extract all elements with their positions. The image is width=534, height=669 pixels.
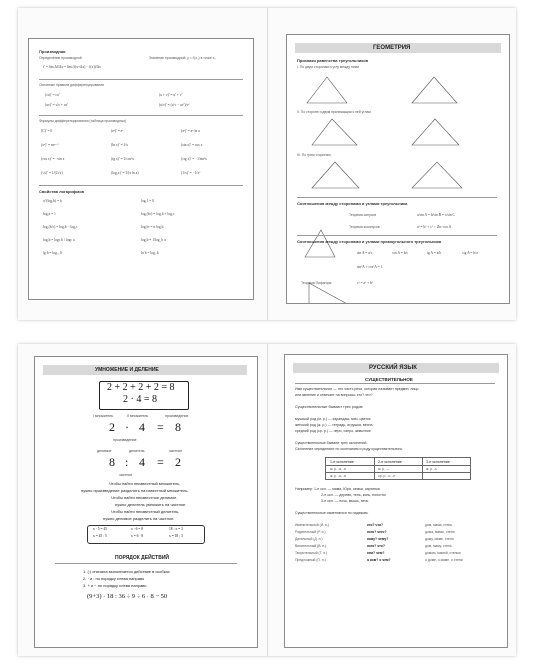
derivative-formula: (logₐx)′ = 1/(x ln a) xyxy=(111,171,139,175)
russian-subtitle: СУЩЕСТВИТЕЛЬНОЕ xyxy=(365,377,413,382)
log-property: logₐb = 1/log_b a xyxy=(141,238,166,242)
bottom-booklet-photo xyxy=(18,344,516,656)
product-label: произведение xyxy=(113,438,137,442)
genders-title: Существительные бывают трех родов: xyxy=(295,405,364,409)
log-property: ln b = logₑ b xyxy=(141,251,159,255)
case-example: дому, маме, степи xyxy=(425,537,454,541)
table-cell: м. р. — xyxy=(378,466,390,471)
gender-line: женский род (ж. р.) — тетрадь, игрушка, весна xyxy=(295,423,373,427)
russian-page xyxy=(284,354,508,648)
right-formula: tg A = a/b xyxy=(427,251,442,255)
geometry-title: ГЕОМЕТРИЯ xyxy=(373,45,411,51)
table-divider xyxy=(326,465,470,466)
right-formula: cos A = b/c xyxy=(392,251,409,255)
div-equals: = xyxy=(157,455,164,469)
rules-title: Основные правила дифференцирования xyxy=(39,83,104,87)
example-line: Например: 1-е скл. — мама, Юра, семья, картинка xyxy=(295,487,380,491)
mul-operand: 2 xyxy=(109,420,115,434)
case-question: о ком? о чем? xyxy=(367,558,391,562)
derivative-formula: (ln x)′ = 1/x xyxy=(111,143,129,147)
rule-line: Чтобы найти неизвестное делимое, xyxy=(111,495,178,500)
log-property: logₐ(b/c) = logₐb − logₐc xyxy=(43,225,78,229)
case-name: Творительный (Т. п.) xyxy=(295,551,328,555)
div-operator: : xyxy=(125,455,129,469)
table-cell: ж. р. -ь xyxy=(426,466,437,471)
order-example: (9+3) · 18 : 36 ÷ 9 ÷ 6 · 8 − 50 xyxy=(87,593,168,600)
booklet-spine xyxy=(267,8,268,320)
case-question: кому? чему? xyxy=(367,537,389,541)
case-example: дома, мамы, степи xyxy=(425,530,455,534)
sines-label: Теорема синусов xyxy=(349,213,377,217)
rule-line: Чтобы найти неизвестный делитель, xyxy=(111,509,180,514)
div-operand: 8 xyxy=(109,455,115,469)
order-rule: 3. + и − по порядку слева направо xyxy=(83,583,147,588)
top-booklet-photo xyxy=(18,8,516,320)
rule-line: нужно делитель умножить на частное. xyxy=(115,502,187,507)
case-name: Предложный (П. п.) xyxy=(295,558,326,562)
relation-title: Соотношения между сторонами и углами треугольника xyxy=(297,201,408,206)
pythagoras-label: Теорема Пифагора xyxy=(301,281,332,285)
table-divider xyxy=(422,458,423,479)
derivatives-page xyxy=(28,38,254,300)
booklet-spine xyxy=(267,344,268,656)
definition-line: или явление и отвечает на вопросы: кто? что? xyxy=(295,393,373,397)
quotient-label: частное xyxy=(169,449,183,453)
math-title: УМНОЖЕНИЕ И ДЕЛЕНИЕ xyxy=(95,367,159,373)
repeated-addition: 2 + 2 + 2 + 2 = 8 xyxy=(107,382,175,393)
table-header: 2-е склонение xyxy=(378,459,402,464)
case-name: Родительный (Р. п.) xyxy=(295,530,326,534)
derivative-formula: (xⁿ)′ = nxⁿ⁻¹ xyxy=(41,143,59,147)
factor-label: II множитель xyxy=(127,414,149,418)
divider xyxy=(297,197,497,198)
right-triangle-title: Соотношения между сторонами и углами прямоугольного треугольника xyxy=(297,239,442,244)
cases-title: Существительные изменяются по падежам. xyxy=(295,511,369,515)
log-property: a^(logₐb) = b xyxy=(43,199,62,203)
divider xyxy=(55,563,237,564)
case-name: Винительный (В. п.) xyxy=(295,544,327,548)
case-question: кто? что? xyxy=(367,523,384,527)
log-property: logₐ1 = 0 xyxy=(141,199,154,203)
derivative-formula: (aˣ)′ = aˣ·ln a xyxy=(181,129,200,133)
divisor-label: делитель xyxy=(129,449,145,453)
derivative-formula: (eˣ)′ = eˣ xyxy=(111,129,124,133)
logs-title: Свойства логарифмов xyxy=(39,189,85,194)
table-cell: м. р. -а, -я xyxy=(330,466,346,471)
right-formula: sin²A + cos²A = 1 xyxy=(357,265,383,269)
derivative-definition-label: Определение производной xyxy=(39,56,82,60)
table-header: 1-е склонение xyxy=(330,459,354,464)
rule-item: (u/v)′ = (u′v − uv′)/v² xyxy=(159,103,190,107)
divider xyxy=(39,79,243,80)
cosines-formula: a² = b² + c² − 2bc·cos A xyxy=(417,225,452,229)
sines-formula: a/sin A = b/sin B = c/sin C xyxy=(417,213,455,217)
derivative-definition-formula: f′ = lim Δf/Δx = lim (f(x+Δx) − f(x))/Δx xyxy=(43,65,101,69)
table-divider xyxy=(374,458,375,479)
declension-title: Существительные бывают трех склонений. xyxy=(295,441,368,445)
triangle-diagrams xyxy=(287,35,509,303)
case-question: кого? что? xyxy=(367,544,385,548)
rule-item: (u + v)′ = u′ + v′ xyxy=(159,93,183,97)
case-question: кого? чего? xyxy=(367,530,387,534)
pythagoras-formula: c² = a² + b² xyxy=(357,281,373,285)
criterion-3: III. По трем сторонам xyxy=(297,153,331,157)
derivative-table-title: Формулы дифференцирования (таблица производных) xyxy=(39,119,127,123)
right-formula: sin A = a/c xyxy=(357,251,373,255)
math-page xyxy=(34,356,258,648)
example-line: 3-е скл. — ночь, мышь, печь xyxy=(321,499,369,503)
rule-item: (uv)′ = u′v + uv′ xyxy=(45,103,69,107)
derivative-formula: (ctg x)′ = −1/sin²x xyxy=(181,157,207,161)
derivatives-title: Производная xyxy=(39,49,66,54)
table-divider xyxy=(326,472,470,473)
declension-title: Склонение определяют по окончанию и роду существительного. xyxy=(295,447,403,451)
cosines-label: Теорема косинусов xyxy=(349,225,380,229)
rule-line: нужно произведение разделить на известный множитель. xyxy=(81,488,189,493)
example-equation: x : 6 = 8 xyxy=(131,527,144,531)
case-question: кем? чем? xyxy=(367,551,385,555)
derivative-geometric-label: Значение производной: y = f′(x₀) в точке x₀ xyxy=(149,56,216,60)
derivative-formula: (cos x)′ = −sin x xyxy=(41,157,65,161)
mul-equals: = xyxy=(157,420,164,434)
table-header: 3-е склонение xyxy=(426,459,450,464)
order-rule: 2. · и : по порядку слева направо xyxy=(83,576,145,581)
log-property: lg b = log₁₀ b xyxy=(43,251,63,255)
rule-line: Чтобы найти неизвестный множитель, xyxy=(109,481,181,486)
derivative-formula: (C)′ = 0 xyxy=(41,129,53,133)
gender-line: мужской род (м. р.) — карандаш, мяч, цветок xyxy=(295,417,371,421)
case-name: Именительный (И. п.) xyxy=(295,523,329,527)
product-label: произведение xyxy=(165,414,189,418)
divider xyxy=(39,185,243,186)
case-example: о доме, о маме, о степи xyxy=(425,558,463,562)
derivative-formula: (√x)′ = 1/(2√x) xyxy=(41,171,63,175)
mul-operator: · xyxy=(125,420,129,434)
right-formula: ctg A = b/a xyxy=(462,251,478,255)
criterion-1: I. По двум сторонам и углу между ними xyxy=(297,65,359,69)
example-line: 2-е скл. — дерево, тень, конь, полотно xyxy=(321,493,386,497)
definition-line: Имя существительное — это часть речи, которая называет предмет, лицо xyxy=(295,387,419,391)
gender-line: средний род (ср. р.) — перо, озеро, животное xyxy=(295,429,371,433)
derivative-formula: (tg x)′ = 1/cos²x xyxy=(111,157,134,161)
derivative-formula: (1/x)′ = −1/x² xyxy=(181,171,201,175)
log-property: logₐbⁿ = n logₐb xyxy=(141,225,164,229)
russian-title: РУССКИЙ ЯЗЫК xyxy=(369,365,417,371)
divider xyxy=(39,115,243,116)
mul-result: 8 xyxy=(175,420,181,434)
table-cell: ж. р. -а, -я xyxy=(330,473,346,478)
order-title: ПОРЯДОК ДЕЙСТВИЙ xyxy=(115,555,170,561)
case-name: Дательный (Д. п.) xyxy=(295,537,323,541)
declension-table xyxy=(325,457,471,480)
mul-operand: 4 xyxy=(139,420,145,434)
log-property: logₐ(bc) = logₐb + logₐc xyxy=(141,212,175,216)
rule-item: (cu)′ = cu′ xyxy=(45,93,60,97)
log-property: logₐa = 1 xyxy=(43,212,56,216)
example-equation: x = 6 · 8 xyxy=(131,534,144,538)
div-result: 2 xyxy=(175,455,181,469)
geometry-page xyxy=(286,34,510,304)
multiplication-result: 2 · 4 = 8 xyxy=(123,394,157,405)
example-equation: x = 18 : 3 xyxy=(169,534,183,538)
quotient-label: частное xyxy=(119,473,133,477)
example-equation: x = 45 : 5 xyxy=(93,534,107,538)
order-rule: 1. (:) сначала выполняется действие в скобках xyxy=(83,569,170,574)
case-example: дом, мама, степь xyxy=(425,523,453,527)
criterion-2: II. По стороне и двум прилежащим к ней углам xyxy=(297,110,371,114)
example-equation: 18 : x = 3 xyxy=(169,527,183,531)
rule-line: нужно делимое разделить на частное. xyxy=(103,516,175,521)
case-example: домом, мамой, степью xyxy=(425,551,461,555)
equal-criteria-title: Признаки равенства треугольников xyxy=(297,58,369,63)
derivative-formula: (sin x)′ = cos x xyxy=(181,143,203,147)
case-example: дом, маму, степь xyxy=(425,544,452,548)
factor-label: I множитель xyxy=(93,414,114,418)
log-property: logₐb = logc b / logc a xyxy=(43,238,75,242)
divider xyxy=(295,383,495,384)
divider xyxy=(297,235,497,236)
div-operand: 4 xyxy=(139,455,145,469)
example-equation: x · 5 = 45 xyxy=(93,527,108,531)
dividend-label: делимое xyxy=(97,449,112,453)
table-cell: ср. р. -о, -е xyxy=(378,473,396,478)
